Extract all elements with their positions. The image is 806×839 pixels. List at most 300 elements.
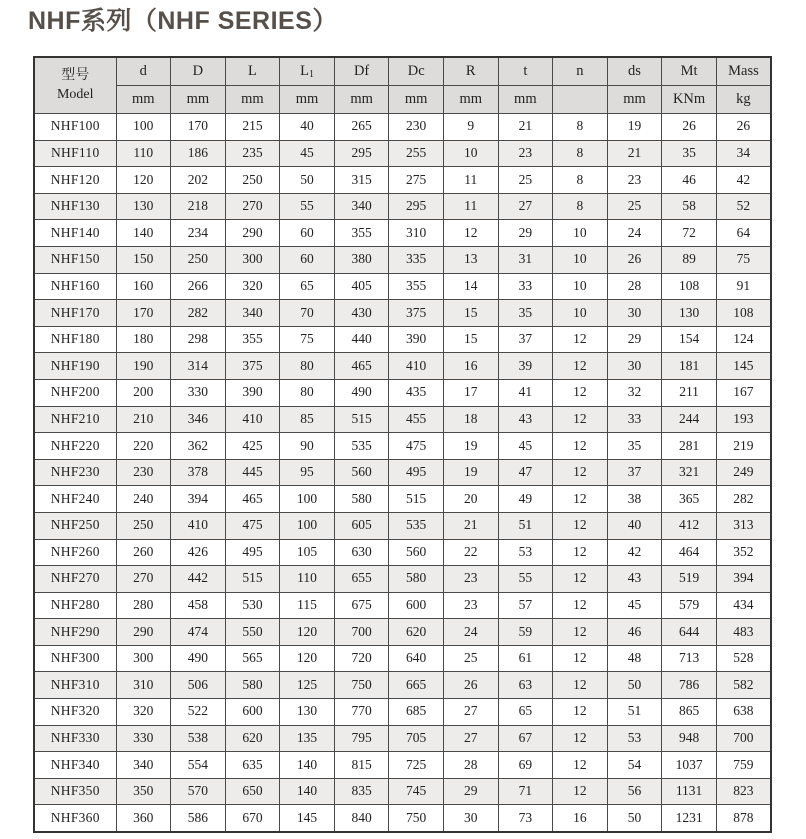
value-cell: 20	[443, 486, 498, 513]
value-cell: 530	[225, 592, 280, 619]
value-cell: 713	[662, 645, 717, 672]
value-cell: 51	[498, 512, 553, 539]
column-unit-header: mm	[389, 86, 444, 114]
value-cell: 600	[389, 592, 444, 619]
value-cell: 33	[607, 406, 662, 433]
column-symbol-subscript: 1	[308, 68, 314, 80]
column-symbol-header: Mt	[662, 57, 717, 86]
value-cell: 40	[280, 114, 335, 141]
value-cell: 380	[334, 246, 389, 273]
value-cell: 27	[443, 699, 498, 726]
value-cell: 535	[389, 512, 444, 539]
value-cell: 25	[443, 645, 498, 672]
table-row	[34, 619, 771, 646]
table-row	[34, 433, 771, 460]
column-symbol-header: Dc	[389, 57, 444, 86]
table-row	[34, 326, 771, 353]
value-cell: 67	[498, 725, 553, 752]
column-symbol-header: d	[116, 57, 171, 86]
value-cell: 412	[662, 512, 717, 539]
value-cell: 31	[498, 246, 553, 273]
column-unit-header: KNm	[662, 86, 717, 114]
value-cell: 474	[171, 619, 226, 646]
value-cell: 65	[498, 699, 553, 726]
model-cell: NHF270	[34, 566, 116, 593]
value-cell: 310	[389, 220, 444, 247]
table-row	[34, 406, 771, 433]
value-cell: 60	[280, 246, 335, 273]
spec-table	[33, 56, 772, 833]
value-cell: 170	[116, 300, 171, 327]
column-unit-header: mm	[607, 86, 662, 114]
value-cell: 1037	[662, 752, 717, 779]
value-cell: 80	[280, 353, 335, 380]
model-header-zh: 型号	[61, 68, 90, 84]
value-cell: 8	[553, 114, 608, 141]
value-cell: 46	[607, 619, 662, 646]
value-cell: 26	[607, 246, 662, 273]
value-cell: 9	[443, 114, 498, 141]
value-cell: 700	[716, 725, 771, 752]
value-cell: 29	[607, 326, 662, 353]
value-cell: 35	[662, 140, 717, 167]
value-cell: 586	[171, 805, 226, 832]
value-cell: 565	[225, 645, 280, 672]
model-cell: NHF210	[34, 406, 116, 433]
value-cell: 90	[280, 433, 335, 460]
value-cell: 100	[280, 486, 335, 513]
table-row	[34, 725, 771, 752]
value-cell: 12	[553, 592, 608, 619]
value-cell: 490	[171, 645, 226, 672]
table-row	[34, 699, 771, 726]
value-cell: 12	[553, 752, 608, 779]
value-cell: 140	[116, 220, 171, 247]
value-cell: 750	[334, 672, 389, 699]
value-cell: 665	[389, 672, 444, 699]
value-cell: 426	[171, 539, 226, 566]
value-cell: 250	[225, 167, 280, 194]
model-cell: NHF240	[34, 486, 116, 513]
value-cell: 22	[443, 539, 498, 566]
value-cell: 475	[225, 512, 280, 539]
value-cell: 786	[662, 672, 717, 699]
value-cell: 352	[716, 539, 771, 566]
model-cell: NHF200	[34, 379, 116, 406]
value-cell: 39	[498, 353, 553, 380]
value-cell: 823	[716, 778, 771, 805]
value-cell: 15	[443, 326, 498, 353]
value-cell: 340	[116, 752, 171, 779]
value-cell: 12	[553, 406, 608, 433]
value-cell: 320	[225, 273, 280, 300]
value-cell: 465	[225, 486, 280, 513]
header-symbol-row	[34, 57, 771, 86]
value-cell: 210	[116, 406, 171, 433]
value-cell: 180	[116, 326, 171, 353]
model-cell: NHF350	[34, 778, 116, 805]
value-cell: 280	[116, 592, 171, 619]
table-row	[34, 566, 771, 593]
table-row	[34, 539, 771, 566]
value-cell: 340	[225, 300, 280, 327]
value-cell: 23	[607, 167, 662, 194]
value-cell: 24	[607, 220, 662, 247]
value-cell: 46	[662, 167, 717, 194]
value-cell: 282	[171, 300, 226, 327]
value-cell: 53	[498, 539, 553, 566]
value-cell: 620	[389, 619, 444, 646]
value-cell: 670	[225, 805, 280, 832]
value-cell: 350	[116, 778, 171, 805]
value-cell: 582	[716, 672, 771, 699]
value-cell: 410	[225, 406, 280, 433]
model-cell: NHF260	[34, 539, 116, 566]
value-cell: 29	[443, 778, 498, 805]
value-cell: 105	[280, 539, 335, 566]
value-cell: 12	[553, 699, 608, 726]
value-cell: 63	[498, 672, 553, 699]
value-cell: 298	[171, 326, 226, 353]
value-cell: 795	[334, 725, 389, 752]
value-cell: 220	[116, 433, 171, 460]
value-cell: 95	[280, 459, 335, 486]
table-header	[34, 57, 771, 114]
table-row	[34, 246, 771, 273]
value-cell: 120	[280, 645, 335, 672]
value-cell: 295	[334, 140, 389, 167]
value-cell: 56	[607, 778, 662, 805]
value-cell: 13	[443, 246, 498, 273]
model-cell: NHF180	[34, 326, 116, 353]
value-cell: 12	[553, 379, 608, 406]
value-cell: 390	[225, 379, 280, 406]
column-unit-header: mm	[116, 86, 171, 114]
value-cell: 605	[334, 512, 389, 539]
value-cell: 21	[607, 140, 662, 167]
column-symbol-header: Mass	[716, 57, 771, 86]
value-cell: 620	[225, 725, 280, 752]
value-cell: 186	[171, 140, 226, 167]
model-cell: NHF190	[34, 353, 116, 380]
value-cell: 26	[662, 114, 717, 141]
value-cell: 71	[498, 778, 553, 805]
value-cell: 50	[607, 672, 662, 699]
value-cell: 538	[171, 725, 226, 752]
table-row	[34, 353, 771, 380]
value-cell: 725	[389, 752, 444, 779]
value-cell: 100	[280, 512, 335, 539]
value-cell: 835	[334, 778, 389, 805]
value-cell: 515	[334, 406, 389, 433]
value-cell: 265	[334, 114, 389, 141]
value-cell: 630	[334, 539, 389, 566]
model-cell: NHF170	[34, 300, 116, 327]
column-symbol-header: $L_1$	[280, 57, 335, 86]
value-cell: 360	[116, 805, 171, 832]
value-cell: 650	[225, 778, 280, 805]
value-cell: 130	[280, 699, 335, 726]
column-symbol-header: L	[225, 57, 280, 86]
value-cell: 75	[280, 326, 335, 353]
value-cell: 815	[334, 752, 389, 779]
value-cell: 54	[607, 752, 662, 779]
value-cell: 110	[116, 140, 171, 167]
value-cell: 65	[280, 273, 335, 300]
value-cell: 150	[116, 246, 171, 273]
value-cell: 475	[389, 433, 444, 460]
value-cell: 21	[443, 512, 498, 539]
value-cell: 170	[171, 114, 226, 141]
table-row	[34, 486, 771, 513]
value-cell: 12	[553, 566, 608, 593]
page-title: NHF系列（NHF SERIES）	[28, 7, 338, 35]
value-cell: 193	[716, 406, 771, 433]
table-row	[34, 273, 771, 300]
value-cell: 394	[716, 566, 771, 593]
model-cell: NHF140	[34, 220, 116, 247]
model-cell: NHF310	[34, 672, 116, 699]
value-cell: 120	[116, 167, 171, 194]
value-cell: 19	[443, 433, 498, 460]
value-cell: 745	[389, 778, 444, 805]
column-unit-header	[553, 86, 608, 114]
value-cell: 244	[662, 406, 717, 433]
value-cell: 295	[389, 193, 444, 220]
value-cell: 33	[498, 273, 553, 300]
column-unit-header: mm	[443, 86, 498, 114]
value-cell: 528	[716, 645, 771, 672]
value-cell: 346	[171, 406, 226, 433]
table-row	[34, 167, 771, 194]
value-cell: 29	[498, 220, 553, 247]
value-cell: 434	[716, 592, 771, 619]
value-cell: 47	[498, 459, 553, 486]
value-cell: 1231	[662, 805, 717, 832]
value-cell: 30	[607, 353, 662, 380]
value-cell: 290	[116, 619, 171, 646]
table-row	[34, 592, 771, 619]
value-cell: 181	[662, 353, 717, 380]
value-cell: 37	[498, 326, 553, 353]
column-unit-header: mm	[498, 86, 553, 114]
value-cell: 27	[443, 725, 498, 752]
table-row	[34, 752, 771, 779]
value-cell: 270	[225, 193, 280, 220]
value-cell: 425	[225, 433, 280, 460]
model-cell: NHF300	[34, 645, 116, 672]
value-cell: 320	[116, 699, 171, 726]
value-cell: 23	[498, 140, 553, 167]
value-cell: 19	[607, 114, 662, 141]
value-cell: 34	[716, 140, 771, 167]
value-cell: 355	[225, 326, 280, 353]
value-cell: 218	[171, 193, 226, 220]
value-cell: 464	[662, 539, 717, 566]
value-cell: 190	[116, 353, 171, 380]
value-cell: 85	[280, 406, 335, 433]
value-cell: 535	[334, 433, 389, 460]
model-cell: NHF110	[34, 140, 116, 167]
column-symbol-header: D	[171, 57, 226, 86]
value-cell: 59	[498, 619, 553, 646]
value-cell: 27	[498, 193, 553, 220]
value-cell: 108	[662, 273, 717, 300]
value-cell: 840	[334, 805, 389, 832]
value-cell: 550	[225, 619, 280, 646]
value-cell: 750	[389, 805, 444, 832]
value-cell: 37	[607, 459, 662, 486]
model-cell: NHF280	[34, 592, 116, 619]
table-row	[34, 672, 771, 699]
table-row	[34, 379, 771, 406]
value-cell: 12	[443, 220, 498, 247]
value-cell: 12	[553, 459, 608, 486]
value-cell: 120	[280, 619, 335, 646]
value-cell: 58	[662, 193, 717, 220]
value-cell: 720	[334, 645, 389, 672]
value-cell: 21	[498, 114, 553, 141]
column-symbol-header: Df	[334, 57, 389, 86]
value-cell: 52	[716, 193, 771, 220]
value-cell: 135	[280, 725, 335, 752]
value-cell: 700	[334, 619, 389, 646]
value-cell: 73	[498, 805, 553, 832]
value-cell: 435	[389, 379, 444, 406]
value-cell: 80	[280, 379, 335, 406]
value-cell: 28	[607, 273, 662, 300]
value-cell: 655	[334, 566, 389, 593]
model-header-cell	[34, 57, 116, 114]
value-cell: 495	[389, 459, 444, 486]
value-cell: 40	[607, 512, 662, 539]
value-cell: 495	[225, 539, 280, 566]
value-cell: 519	[662, 566, 717, 593]
value-cell: 25	[607, 193, 662, 220]
value-cell: 215	[225, 114, 280, 141]
value-cell: 8	[553, 167, 608, 194]
value-cell: 580	[334, 486, 389, 513]
table-row	[34, 805, 771, 832]
value-cell: 579	[662, 592, 717, 619]
value-cell: 330	[116, 725, 171, 752]
value-cell: 140	[280, 778, 335, 805]
value-cell: 560	[334, 459, 389, 486]
value-cell: 12	[553, 353, 608, 380]
value-cell: 8	[553, 140, 608, 167]
value-cell: 10	[553, 246, 608, 273]
value-cell: 330	[171, 379, 226, 406]
value-cell: 365	[662, 486, 717, 513]
value-cell: 375	[389, 300, 444, 327]
value-cell: 675	[334, 592, 389, 619]
column-symbol-header: t	[498, 57, 553, 86]
value-cell: 362	[171, 433, 226, 460]
value-cell: 35	[498, 300, 553, 327]
value-cell: 75	[716, 246, 771, 273]
value-cell: 12	[553, 645, 608, 672]
model-cell: NHF340	[34, 752, 116, 779]
value-cell: 255	[389, 140, 444, 167]
model-cell: NHF320	[34, 699, 116, 726]
value-cell: 355	[389, 273, 444, 300]
value-cell: 160	[116, 273, 171, 300]
value-cell: 314	[171, 353, 226, 380]
column-symbol-header: R	[443, 57, 498, 86]
value-cell: 12	[553, 672, 608, 699]
value-cell: 440	[334, 326, 389, 353]
value-cell: 145	[716, 353, 771, 380]
value-cell: 1131	[662, 778, 717, 805]
table-row	[34, 140, 771, 167]
value-cell: 355	[334, 220, 389, 247]
value-cell: 8	[553, 193, 608, 220]
model-cell: NHF330	[34, 725, 116, 752]
value-cell: 315	[334, 167, 389, 194]
value-cell: 51	[607, 699, 662, 726]
column-unit-header: kg	[716, 86, 771, 114]
value-cell: 115	[280, 592, 335, 619]
value-cell: 230	[116, 459, 171, 486]
model-cell: NHF130	[34, 193, 116, 220]
value-cell: 26	[443, 672, 498, 699]
value-cell: 270	[116, 566, 171, 593]
value-cell: 405	[334, 273, 389, 300]
column-unit-header: mm	[171, 86, 226, 114]
value-cell: 410	[389, 353, 444, 380]
value-cell: 43	[498, 406, 553, 433]
value-cell: 321	[662, 459, 717, 486]
model-header-en: Model	[56, 86, 94, 102]
value-cell: 300	[225, 246, 280, 273]
value-cell: 410	[171, 512, 226, 539]
column-unit-header: mm	[225, 86, 280, 114]
value-cell: 35	[607, 433, 662, 460]
value-cell: 70	[280, 300, 335, 327]
value-cell: 560	[389, 539, 444, 566]
value-cell: 45	[498, 433, 553, 460]
header-unit-row	[34, 86, 771, 114]
value-cell: 580	[225, 672, 280, 699]
model-cell: NHF150	[34, 246, 116, 273]
value-cell: 108	[716, 300, 771, 327]
value-cell: 43	[607, 566, 662, 593]
value-cell: 878	[716, 805, 771, 832]
value-cell: 300	[116, 645, 171, 672]
value-cell: 124	[716, 326, 771, 353]
model-cell: NHF220	[34, 433, 116, 460]
value-cell: 275	[389, 167, 444, 194]
value-cell: 140	[280, 752, 335, 779]
value-cell: 38	[607, 486, 662, 513]
value-cell: 12	[553, 778, 608, 805]
value-cell: 211	[662, 379, 717, 406]
value-cell: 865	[662, 699, 717, 726]
value-cell: 45	[280, 140, 335, 167]
value-cell: 11	[443, 193, 498, 220]
value-cell: 685	[389, 699, 444, 726]
value-cell: 250	[171, 246, 226, 273]
model-cell: NHF230	[34, 459, 116, 486]
value-cell: 55	[280, 193, 335, 220]
value-cell: 200	[116, 379, 171, 406]
column-unit-header: mm	[280, 86, 335, 114]
value-cell: 458	[171, 592, 226, 619]
value-cell: 12	[553, 619, 608, 646]
value-cell: 18	[443, 406, 498, 433]
value-cell: 515	[389, 486, 444, 513]
value-cell: 638	[716, 699, 771, 726]
